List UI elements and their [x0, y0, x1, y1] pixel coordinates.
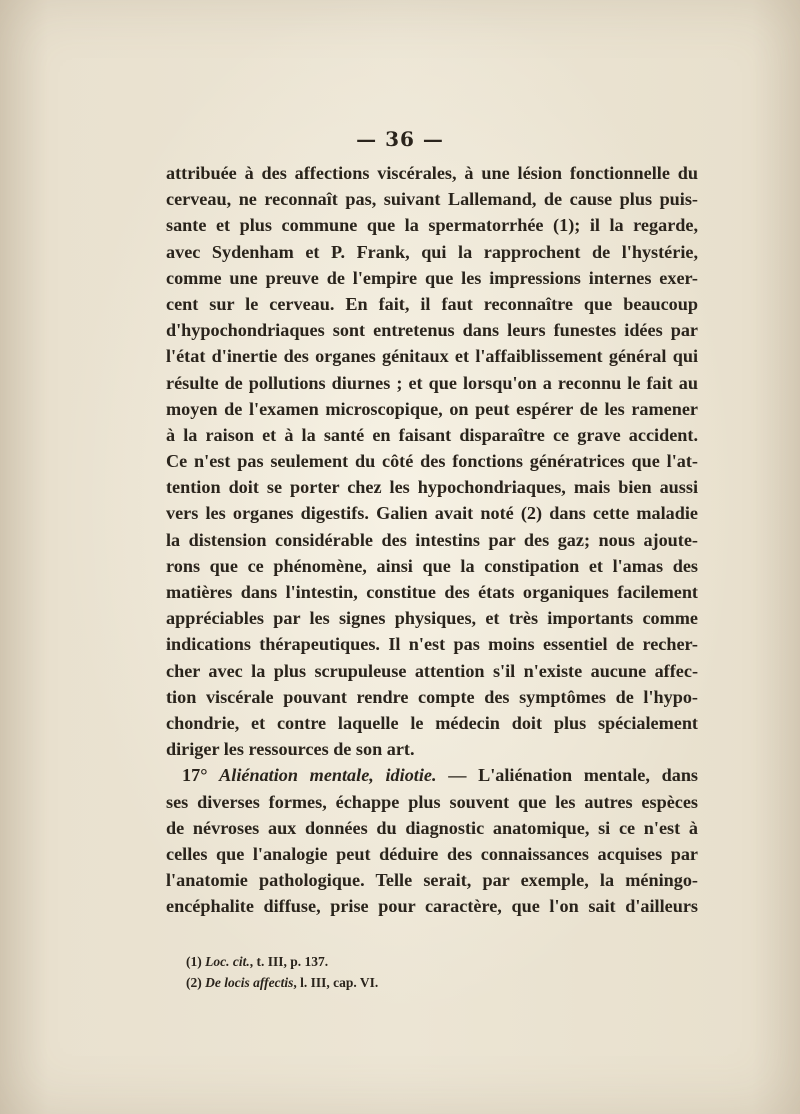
footnote-source: De locis affectis [205, 975, 294, 990]
text-line: attribuée à des affections viscérales, à une lésion fonctionnelle du [166, 163, 698, 183]
text-line: cent sur le cerveau. En fait, il faut reconnaître que beaucoup [166, 293, 698, 314]
footnote-rest: , l. III, cap. VI. [293, 975, 379, 990]
section-dash: — [448, 765, 467, 786]
footnote-marker: (2) [186, 975, 202, 990]
text-line-last: diriger les ressources de son art. [166, 739, 415, 760]
text-line: chondrie, et contre laquelle le médecin doit plus spécialement [166, 712, 698, 733]
text-line: cher avec la plus scrupuleuse attention s'il n'existe aucune affec- [166, 660, 698, 681]
text-line: tention doit se porter chez les hypochondriaques, mais bien aussi [166, 477, 698, 498]
footnote-source: Loc. cit. [205, 954, 250, 969]
text-line: l'anatomie pathologique. Telle serait, par exemple, la méningo- [166, 870, 698, 891]
section-first-line: L'aliénation mentale, dans [478, 765, 699, 786]
section-title: Aliénation mentale, idiotie. [219, 765, 437, 786]
text-line: à la raison et à la santé en faisant disparaître ce grave accident. [166, 424, 698, 445]
text-line: de névroses aux données du diagnostic anatomique, si ce n'est à [166, 817, 698, 838]
text-line: Ce n'est pas seulement du côté des fonctions génératrices que l'at- [166, 451, 698, 472]
text-line: comme une preuve de l'empire que les impressions internes exer- [166, 267, 698, 288]
footnote [186, 972, 378, 993]
body-text [166, 160, 698, 919]
text-line: sante et plus commune que la spermatorrhée (1); il la regarde, [166, 215, 698, 236]
text-line: l'état d'inertie des organes génitaux et l'affaiblissement général qui [166, 346, 698, 367]
text-line: avec Sydenham et P. Frank, qui la rapprochent de l'hystérie, [166, 241, 698, 262]
footnote-rest: , t. III, p. 137. [249, 954, 329, 969]
text-line: la distension considérable des intestins par des gaz; nous ajoute- [166, 529, 698, 550]
footnotes [186, 951, 378, 993]
text-line: indications thérapeutiques. Il n'est pas moins essentiel de recher- [166, 634, 698, 655]
section-heading-line [166, 762, 698, 788]
text-line: d'hypochondriaques sont entretenus dans leurs funestes idées par [166, 320, 698, 341]
footnote-marker: (1) [186, 954, 202, 969]
text-line: appréciables par les signes physiques, et très importants comme [166, 608, 698, 629]
text-line: vers les organes digestifs. Galien avait noté (2) dans cette maladie [166, 503, 698, 524]
page-number: — 36 — [356, 127, 444, 151]
text-line: encéphalite diffuse, prise pour caractère, que l'on sait d'ailleurs [166, 896, 698, 917]
text-line: rons que ce phénomène, ainsi que la constipation et l'amas des [166, 555, 698, 576]
footnote [186, 951, 378, 972]
text-line: matières dans l'intestin, constitue des états organiques facilement [166, 582, 698, 602]
text-line: celles que l'analogie peut déduire des connaissances acquises par [166, 843, 698, 864]
text-line: moyen de l'examen microscopique, on peut espérer de les ramener [166, 398, 698, 419]
text-line: résulte de pollutions diurnes ; et que lorsqu'on a reconnu le fait au [166, 372, 698, 393]
section-number: 17° [182, 765, 208, 786]
text-line: tion viscérale pouvant rendre compte des symptômes de l'hypo- [166, 686, 698, 707]
text-line: cerveau, ne reconnaît pas, suivant Lallemand, de cause plus puis- [166, 189, 698, 210]
text-line: ses diverses formes, échappe plus souvent que les autres espèces [166, 791, 698, 812]
